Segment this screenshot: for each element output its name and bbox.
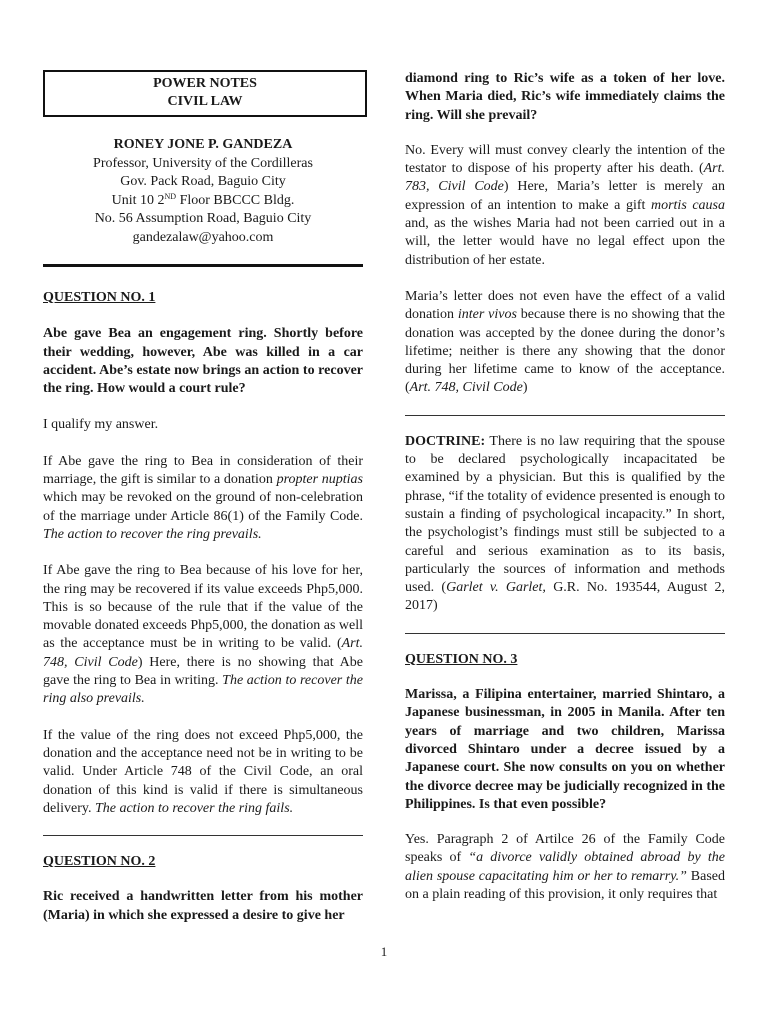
q1-p2-em1: propter nuptias: [276, 472, 363, 488]
question-2-answer-p2: [405, 288, 725, 398]
q3-p1-b: Based on a plain reading of this provision, it only requires that: [405, 868, 726, 902]
doctrine-text-b: G.R. No. 193544, August 2, 2017): [405, 580, 726, 614]
q2-p2-b: because there is no showing that the donation was accepted by the donee during the donor’s lifetime; neither is there any showing that the donor during her lifetime came to know of the acceptance. (: [405, 307, 725, 396]
q2-p1-c: and, as the wishes Maria had not been carried out in a will, the letter would have no legal effect upon the distribution of her estate.: [405, 216, 725, 268]
left-column: [43, 70, 363, 925]
author-name: RONEY JONE P. GANDEZA: [113, 137, 293, 152]
q2-p1-em2: mortis causa: [650, 197, 726, 213]
question-1-heading: QUESTION NO. 1: [43, 290, 156, 305]
question-2-heading: QUESTION NO. 2: [43, 854, 156, 870]
q3-p1-a: Yes. Paragraph 2 of Artilce 26 of the Family Code speaks of: [405, 832, 725, 866]
q2-p2-em1: inter vivos: [457, 307, 517, 323]
question-1-answer-p2: [43, 453, 363, 544]
section-divider-3: [405, 633, 725, 634]
doctrine-text-a: There is no law requiring that the spouse to be declared psychologically incapacitated be examined by a physician. But this is qualified by the phrase, “if the totality of evidence presented is enough to sustain a finding of psychological incapacity.” In short, the psychologist’s findings must still be subjected to a careful and serious examination as to its basis, particularly the sources of information and methods used. (: [405, 433, 725, 596]
question-1-answer-p3: [43, 562, 363, 708]
doctrine-case-name: Garlet v. Garlet,: [446, 580, 546, 596]
section-divider-2: [405, 415, 725, 416]
q3-p1-em: “a divorce validly obtained abroad by the alien spouse capacitating him or her to remarry.”: [405, 850, 725, 884]
author-address-2: [43, 192, 363, 211]
question-1-text: Abe gave Bea an engagement ring. Shortly before their wedding, however, Abe was killed in a car accident. Abe’s estate now brings an action to recover the ring. How would a court rule?: [43, 326, 363, 397]
address-2-sup: ND: [164, 191, 177, 201]
author-position: Professor, University of the Cordilleras: [93, 155, 313, 171]
q1-p3-em1: Art. 748, Civil Code: [43, 636, 363, 670]
question-2-answer-p1: [405, 142, 725, 270]
question-1-answer-p4: [43, 727, 363, 818]
title-line-1: POWER NOTES: [153, 76, 257, 91]
address-2-post: Floor BBCCC Bldg.: [176, 192, 295, 208]
q1-p2-a: If Abe gave the ring to Bea in consideration of their marriage, the gift is similar to a donation: [43, 453, 363, 488]
q2-p1-b: ) Here, Maria’s letter is merely an expression of an intention to make a gift: [405, 179, 725, 213]
question-3-text: Marissa, a Filipina entertainer, married Shintaro, a Japanese businessman, in 2005 in Manila. After ten years of marriage and two children, Marissa divorced Shintaro under a decree issued by a Japanese court. She now consults on you on whether the divorce decree may be judicially recognized in the Philippines. Is that even possible?: [405, 687, 725, 812]
q2-p1-a: No. Every will must convey clearly the intention of the testator to dispose of his property after his death. (: [405, 142, 725, 177]
q1-p3-b: ) Here, there is no showing that Abe gave the ring to Bea in writing.: [43, 654, 363, 689]
q1-p2-em2: The action to recover the ring prevails.: [43, 526, 262, 542]
page-number: 1: [380, 944, 388, 959]
question-2-text-part-2: diamond ring to Ric’s wife as a token of her love. When Maria died, Ric’s wife immediately claims the ring. Will she prevail?: [405, 71, 725, 123]
doctrine-paragraph: [405, 433, 725, 616]
q1-p2-b: which may be revoked on the ground of non-celebration of the marriage under Article 86(1) of the Family Code.: [43, 490, 363, 524]
author-address-3: No. 56 Assumption Road, Baguio City: [94, 211, 312, 226]
right-column: [405, 70, 725, 904]
title-line-2: CIVIL LAW: [167, 94, 243, 109]
q2-p1-em1: Art. 783, Civil Code: [405, 161, 725, 195]
author-email: gandezalaw@yahoo.com: [132, 229, 274, 245]
title-box: [43, 70, 367, 117]
section-divider-1: [43, 835, 363, 836]
q1-p4-a: If the value of the ring does not exceed Php5,000, the donation and the acceptance need not be in writing to be valid. Under Article 748 of the Civil Code, an oral donation of this kind is valid if there is simultaneous delivery.: [43, 727, 363, 816]
doctrine-label: DOCTRINE:: [405, 433, 486, 449]
question-2-text-part-1: Ric received a handwritten letter from his mother (Maria) in which she expressed a desire to give her: [43, 889, 363, 923]
address-2-pre: Unit 10 2: [111, 192, 165, 208]
q1-p4-em: The action to recover the ring fails.: [94, 800, 294, 816]
q1-p3-a: If Abe gave the ring to Bea because of his love for her, the ring may be recovered if its value exceeds Php5,000. This is so because of the rule that if the value of the movable donated exceeds Php5,000, the donation as well as the acceptance must be in writing to be valid. (: [43, 563, 363, 652]
q1-p3-em2: The action to recover the ring also prevails.: [43, 673, 363, 707]
header-divider: [43, 264, 363, 267]
question-3-answer-p1: [405, 831, 725, 904]
q2-p2-c: ): [522, 380, 528, 396]
author-block: [43, 136, 363, 247]
author-address-1: Gov. Pack Road, Baguio City: [120, 174, 286, 189]
question-3-heading: QUESTION NO. 3: [405, 651, 518, 667]
q2-p2-em2: Art. 748, Civil Code: [409, 380, 523, 396]
q2-p2-a: Maria’s letter does not even have the effect of a valid donation: [405, 288, 725, 323]
question-1-answer-p1: I qualify my answer.: [43, 417, 159, 433]
